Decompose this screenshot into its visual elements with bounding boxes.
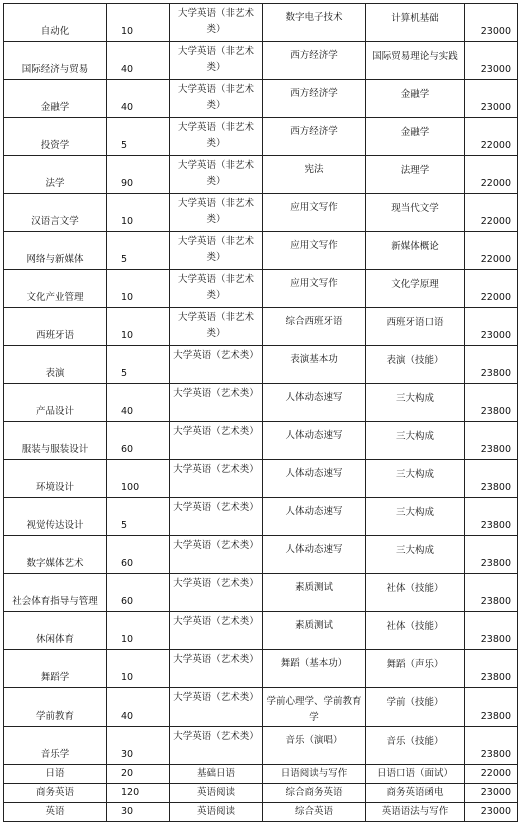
cell-subject-2: 综合西班牙语 (263, 308, 366, 346)
cell-fee: 22000 (465, 118, 518, 156)
cell-count: 10 (107, 612, 170, 650)
cell-major: 金融学 (4, 80, 107, 118)
table-row (4, 784, 518, 803)
cell-count: 40 (107, 688, 170, 727)
table-container (3, 3, 511, 822)
cell-subject-1: 大学英语（艺术类） (170, 346, 263, 384)
cell-major: 产品设计 (4, 384, 107, 422)
cell-major: 表演 (4, 346, 107, 384)
cell-subject-1: 大学英语（非艺术类） (170, 308, 263, 346)
table-row (4, 384, 518, 422)
table-row (4, 156, 518, 194)
cell-subject-1: 大学英语（非艺术类） (170, 118, 263, 156)
cell-subject-3: 商务英语函电 (366, 784, 465, 803)
cell-count: 60 (107, 574, 170, 612)
cell-fee: 23000 (465, 80, 518, 118)
cell-major: 汉语言文学 (4, 194, 107, 232)
cell-subject-2: 人体动态速写 (263, 536, 366, 574)
cell-fee: 23800 (465, 536, 518, 574)
table-row (4, 650, 518, 688)
cell-major: 网络与新媒体 (4, 232, 107, 270)
cell-subject-3: 三大构成 (366, 460, 465, 498)
cell-major: 西班牙语 (4, 308, 107, 346)
cell-subject-1: 英语阅读 (170, 803, 263, 822)
cell-subject-2: 人体动态速写 (263, 460, 366, 498)
cell-subject-3: 新媒体概论 (366, 232, 465, 270)
cell-subject-2: 综合英语 (263, 803, 366, 822)
table-body (4, 4, 518, 822)
cell-count: 10 (107, 4, 170, 42)
cell-subject-3: 三大构成 (366, 498, 465, 536)
cell-major: 日语 (4, 765, 107, 784)
cell-fee: 23800 (465, 346, 518, 384)
cell-major: 商务英语 (4, 784, 107, 803)
cell-subject-2: 素质测试 (263, 612, 366, 650)
cell-fee: 22000 (465, 270, 518, 308)
table-row (4, 765, 518, 784)
cell-subject-3: 学前（技能） (366, 688, 465, 727)
cell-subject-1: 大学英语（艺术类） (170, 688, 263, 727)
cell-subject-3: 日语口语（面试） (366, 765, 465, 784)
table-row (4, 422, 518, 460)
cell-subject-3: 社体（技能） (366, 574, 465, 612)
cell-subject-2: 数字电子技术 (263, 4, 366, 42)
cell-subject-3: 文化学原理 (366, 270, 465, 308)
cell-subject-1: 大学英语（艺术类） (170, 384, 263, 422)
cell-subject-1: 大学英语（非艺术类） (170, 42, 263, 80)
cell-count: 30 (107, 727, 170, 765)
table-row (4, 270, 518, 308)
cell-count: 5 (107, 232, 170, 270)
table-row (4, 727, 518, 765)
cell-subject-1: 大学英语（非艺术类） (170, 4, 263, 42)
cell-count: 120 (107, 784, 170, 803)
cell-subject-3: 音乐（技能） (366, 727, 465, 765)
cell-subject-2: 音乐（演唱） (263, 727, 366, 765)
table-row (4, 308, 518, 346)
cell-major: 视觉传达设计 (4, 498, 107, 536)
cell-fee: 23800 (465, 574, 518, 612)
cell-subject-2: 宪法 (263, 156, 366, 194)
cell-count: 20 (107, 765, 170, 784)
cell-fee: 23000 (465, 42, 518, 80)
table-row (4, 688, 518, 727)
cell-major: 休闲体育 (4, 612, 107, 650)
cell-count: 5 (107, 346, 170, 384)
cell-count: 60 (107, 422, 170, 460)
cell-major: 文化产业管理 (4, 270, 107, 308)
cell-subject-2: 人体动态速写 (263, 384, 366, 422)
cell-count: 10 (107, 308, 170, 346)
cell-fee: 23800 (465, 727, 518, 765)
table-row (4, 232, 518, 270)
cell-subject-2: 应用文写作 (263, 194, 366, 232)
cell-major: 音乐学 (4, 727, 107, 765)
table-row (4, 80, 518, 118)
cell-subject-3: 现当代文学 (366, 194, 465, 232)
cell-fee: 23000 (465, 784, 518, 803)
cell-fee: 23000 (465, 308, 518, 346)
cell-fee: 22000 (465, 156, 518, 194)
cell-subject-2: 表演基本功 (263, 346, 366, 384)
cell-fee: 22000 (465, 194, 518, 232)
cell-subject-2: 应用文写作 (263, 270, 366, 308)
cell-subject-2: 人体动态速写 (263, 498, 366, 536)
cell-subject-2: 应用文写作 (263, 232, 366, 270)
cell-subject-2: 西方经济学 (263, 80, 366, 118)
cell-fee: 22000 (465, 765, 518, 784)
cell-major: 法学 (4, 156, 107, 194)
cell-fee: 23800 (465, 460, 518, 498)
table-row (4, 498, 518, 536)
cell-subject-1: 大学英语（艺术类） (170, 574, 263, 612)
cell-subject-1: 大学英语（艺术类） (170, 536, 263, 574)
cell-subject-3: 国际贸易理论与实践 (366, 42, 465, 80)
table-row (4, 4, 518, 42)
cell-major: 舞蹈学 (4, 650, 107, 688)
cell-fee: 23000 (465, 4, 518, 42)
table-row (4, 118, 518, 156)
cell-subject-1: 大学英语（艺术类） (170, 498, 263, 536)
cell-count: 5 (107, 118, 170, 156)
table-row (4, 574, 518, 612)
cell-subject-3: 西班牙语口语 (366, 308, 465, 346)
cell-fee: 23800 (465, 612, 518, 650)
table-row (4, 42, 518, 80)
cell-subject-1: 大学英语（艺术类） (170, 422, 263, 460)
cell-subject-3: 表演（技能） (366, 346, 465, 384)
cell-subject-2: 西方经济学 (263, 118, 366, 156)
cell-fee: 22000 (465, 232, 518, 270)
cell-count: 10 (107, 270, 170, 308)
cell-subject-1: 大学英语（非艺术类） (170, 194, 263, 232)
cell-subject-1: 大学英语（艺术类） (170, 612, 263, 650)
cell-subject-1: 大学英语（非艺术类） (170, 270, 263, 308)
cell-subject-3: 三大构成 (366, 536, 465, 574)
cell-major: 投资学 (4, 118, 107, 156)
cell-subject-1: 大学英语（非艺术类） (170, 80, 263, 118)
cell-count: 40 (107, 384, 170, 422)
admissions-table (3, 3, 518, 822)
cell-subject-3: 社体（技能） (366, 612, 465, 650)
cell-major: 国际经济与贸易 (4, 42, 107, 80)
cell-subject-3: 金融学 (366, 80, 465, 118)
cell-subject-1: 英语阅读 (170, 784, 263, 803)
cell-subject-3: 计算机基础 (366, 4, 465, 42)
cell-count: 10 (107, 194, 170, 232)
table-row (4, 460, 518, 498)
cell-count: 5 (107, 498, 170, 536)
table-row (4, 346, 518, 384)
table-row (4, 194, 518, 232)
cell-fee: 23800 (465, 498, 518, 536)
cell-major: 自动化 (4, 4, 107, 42)
cell-subject-1: 大学英语（非艺术类） (170, 232, 263, 270)
cell-count: 10 (107, 650, 170, 688)
cell-subject-2: 舞蹈（基本功） (263, 650, 366, 688)
cell-subject-1: 大学英语（艺术类） (170, 460, 263, 498)
cell-subject-2: 素质测试 (263, 574, 366, 612)
cell-fee: 23800 (465, 384, 518, 422)
cell-count: 40 (107, 42, 170, 80)
cell-subject-3: 英语语法与写作 (366, 803, 465, 822)
cell-subject-3: 舞蹈（声乐） (366, 650, 465, 688)
cell-fee: 23000 (465, 803, 518, 822)
cell-fee: 23800 (465, 688, 518, 727)
cell-subject-3: 法理学 (366, 156, 465, 194)
cell-fee: 23800 (465, 650, 518, 688)
cell-major: 英语 (4, 803, 107, 822)
table-row (4, 803, 518, 822)
cell-subject-2: 学前心理学、学前教育学 (263, 688, 366, 727)
cell-subject-1: 大学英语（艺术类） (170, 650, 263, 688)
cell-subject-2: 人体动态速写 (263, 422, 366, 460)
cell-major: 社会体育指导与管理 (4, 574, 107, 612)
cell-fee: 23800 (465, 422, 518, 460)
cell-major: 数字媒体艺术 (4, 536, 107, 574)
cell-count: 60 (107, 536, 170, 574)
table-row (4, 612, 518, 650)
cell-subject-3: 金融学 (366, 118, 465, 156)
cell-subject-1: 基础日语 (170, 765, 263, 784)
cell-subject-1: 大学英语（艺术类） (170, 727, 263, 765)
cell-major: 学前教育 (4, 688, 107, 727)
cell-count: 40 (107, 80, 170, 118)
cell-subject-3: 三大构成 (366, 384, 465, 422)
cell-subject-2: 综合商务英语 (263, 784, 366, 803)
cell-count: 100 (107, 460, 170, 498)
cell-major: 服装与服装设计 (4, 422, 107, 460)
cell-subject-2: 西方经济学 (263, 42, 366, 80)
cell-subject-2: 日语阅读与写作 (263, 765, 366, 784)
cell-subject-1: 大学英语（非艺术类） (170, 156, 263, 194)
cell-subject-3: 三大构成 (366, 422, 465, 460)
cell-count: 90 (107, 156, 170, 194)
table-row (4, 536, 518, 574)
cell-count: 30 (107, 803, 170, 822)
cell-major: 环境设计 (4, 460, 107, 498)
